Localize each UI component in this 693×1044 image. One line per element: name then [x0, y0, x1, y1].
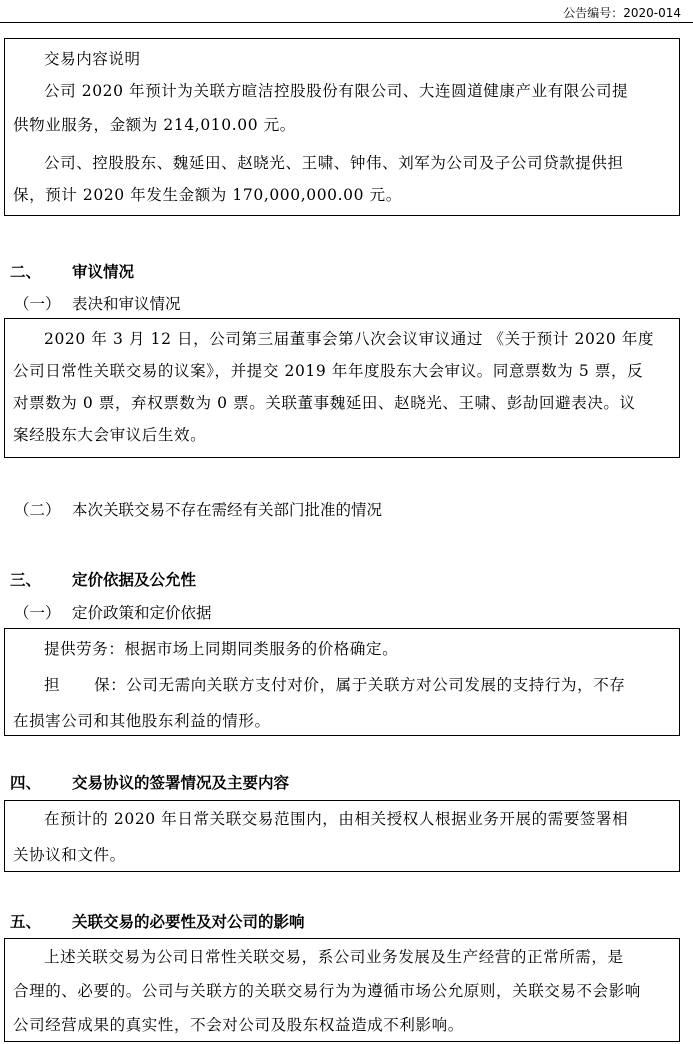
section-number: 四、 — [10, 774, 42, 792]
label-rest: 保：公司无需向关联方支付对价，属于关联方对公司发展的支持行为，不存 — [94, 676, 626, 694]
section-heading-4 — [10, 771, 289, 793]
paragraph-line: 案经股东大会审议后生效。 — [13, 426, 207, 444]
label-part: 担 — [44, 676, 61, 694]
paragraph-line: 公司、控股股东、魏延田、赵晓光、王啸、钟伟、刘军为公司及子公司贷款提供担 — [44, 154, 624, 172]
subsection-number: （一） — [14, 604, 61, 622]
paragraph-line: 关协议和文件。 — [13, 846, 126, 864]
necessity-content-box — [4, 938, 680, 1042]
review-content-box — [4, 318, 680, 458]
paragraph-line: 在损害公司和其他股东利益的情形。 — [13, 712, 271, 730]
section-heading-5 — [10, 910, 305, 932]
page-header — [0, 0, 693, 23]
subsection-title: 本次关联交易不存在需经有关部门批准的情况 — [72, 501, 383, 519]
subsection-number: （二） — [14, 501, 61, 519]
paragraph-line: 供物业服务，金额为 214,010.00 元。 — [13, 116, 296, 134]
paragraph-line: 在预计的 2020 年日常关联交易范围内，由相关授权人根据业务开展的需要签署相 — [44, 810, 629, 828]
section-number: 二、 — [10, 263, 42, 281]
section-title: 交易协议的签署情况及主要内容 — [72, 774, 290, 792]
box-heading: 交易内容说明 — [44, 50, 141, 68]
announcement-number: 公告编号：2020-014 — [563, 6, 681, 20]
paragraph-line: 公司 2020 年预计为关联方暄洁控股股份有限公司、大连圆道健康产业有限公司提 — [44, 82, 629, 100]
paragraph-line: 合理的、必要的。公司与关联方的关联交易行为为遵循市场公允原则，关联交易不会影响 — [13, 982, 641, 1000]
paragraph-line — [13, 669, 671, 705]
section-title: 关联交易的必要性及对公司的影响 — [72, 913, 305, 931]
section-number: 五、 — [10, 913, 42, 931]
section-number: 三、 — [10, 571, 42, 589]
paragraph-line: 上述关联交易为公司日常性关联交易，系公司业务发展及生产经营的正常所需，是 — [44, 948, 624, 966]
paragraph-line: 提供劳务：根据市场上同期同类服务的价格确定。 — [44, 640, 399, 658]
section-title: 定价依据及公允性 — [72, 571, 197, 589]
paragraph-line: 公司日常性关联交易的议案》，并提交 2019 年年度股东大会审议。同意票数为 5 票，反 — [13, 362, 644, 380]
subsection-number: （一） — [14, 295, 61, 313]
subsection-heading — [14, 292, 181, 314]
paragraph-line: 公司经营成果的真实性，不会对公司及股东权益造成不利影响。 — [13, 1016, 464, 1034]
subsection-heading — [14, 498, 382, 520]
pricing-content-box — [4, 628, 680, 736]
paragraph-line: 对票数为 0 票，弃权票数为 0 票。关联董事魏延田、赵晓光、王啸、彭劼回避表决。议 — [13, 394, 636, 412]
paragraph-line: 保，预计 2020 年发生金额为 170,000,000.00 元。 — [13, 186, 402, 204]
section-heading-2 — [10, 260, 134, 282]
section-title: 审议情况 — [72, 263, 135, 281]
paragraph-line: 2020 年 3 月 12 日，公司第三届董事会第八次会议审议通过 《关于预计 2020 年度 — [44, 330, 655, 348]
transaction-content-box — [4, 38, 680, 216]
subsection-heading — [14, 601, 212, 623]
subsection-title: 表决和审议情况 — [72, 295, 181, 313]
section-heading-3 — [10, 568, 196, 590]
agreement-content-box — [4, 800, 680, 872]
subsection-title: 定价政策和定价依据 — [72, 604, 212, 622]
